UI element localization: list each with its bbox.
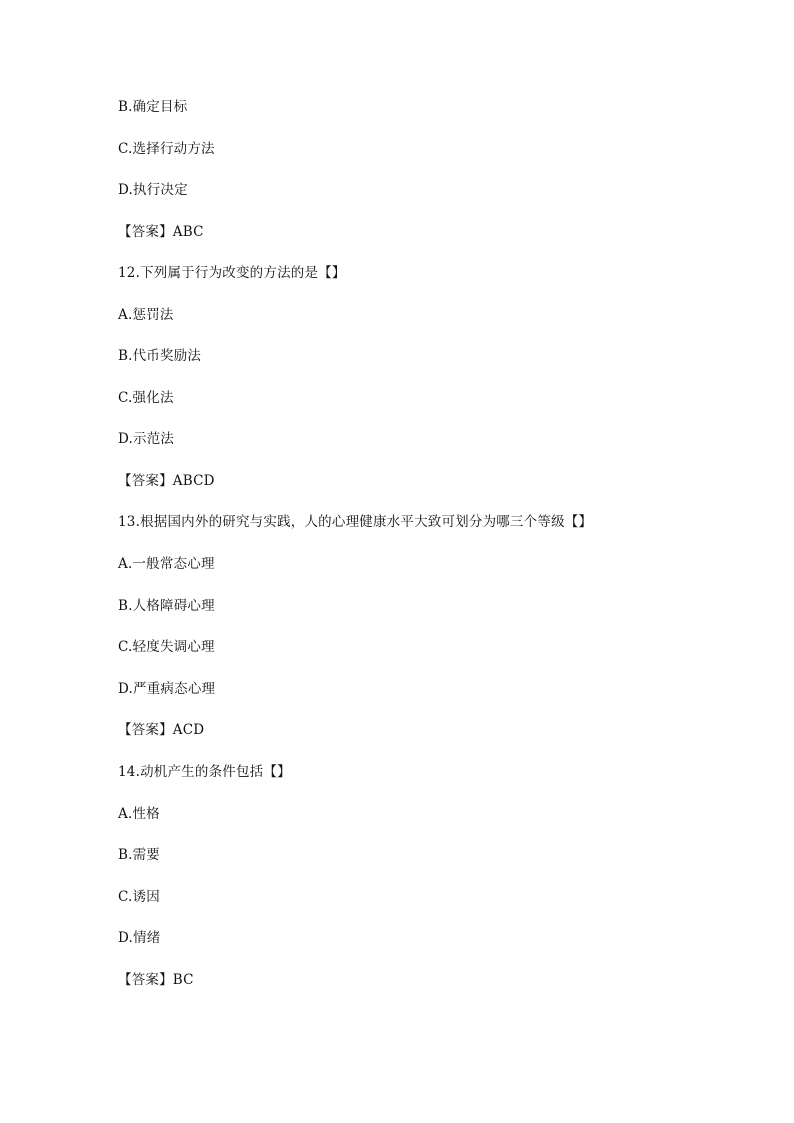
option-c-q14: C.诱因 (118, 889, 160, 905)
question-13: 13.根据国内外的研究与实践，人的心理健康水平大致可划分为哪三个等级【】 (118, 514, 593, 530)
answer-q13: 【答案】ACD (118, 722, 205, 738)
option-d-q13: D.严重病态心理 (118, 681, 216, 697)
option-a-q12: A.惩罚法 (118, 307, 174, 323)
option-b-q13: B.人格障碍心理 (118, 598, 215, 614)
option-c-q12: C.强化法 (118, 390, 174, 406)
question-12: 12.下列属于行为改变的方法的是【】 (118, 265, 346, 281)
option-a-q13: A.一般常态心理 (118, 556, 215, 572)
option-d-q12: D.示范法 (118, 431, 175, 447)
answer-q11: 【答案】ABC (118, 224, 204, 240)
option-c-q11: C.选择行动方法 (118, 141, 215, 157)
option-d-q11: D.执行决定 (118, 182, 188, 198)
answer-q14: 【答案】BC (118, 972, 194, 988)
option-b-q11: B.确定目标 (118, 99, 188, 115)
option-a-q14: A.性格 (118, 806, 160, 822)
option-b-q12: B.代币奖励法 (118, 348, 202, 364)
question-14: 14.动机产生的条件包括【】 (118, 764, 291, 780)
option-b-q14: B.需要 (118, 847, 161, 863)
answer-q12: 【答案】ABCD (118, 473, 215, 489)
option-c-q13: C.轻度失调心理 (118, 639, 215, 655)
option-d-q14: D.情绪 (118, 930, 161, 946)
